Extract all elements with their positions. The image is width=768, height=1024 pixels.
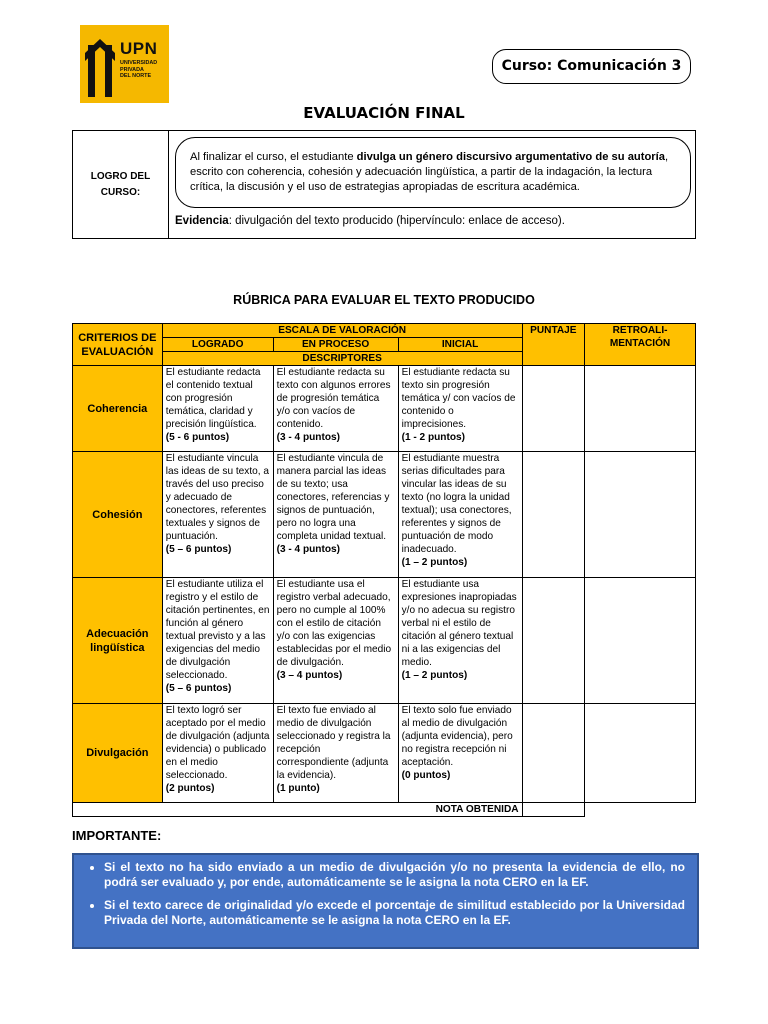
rubric-title: RÚBRICA PARA EVALUAR EL TEXTO PRODUCIDO: [233, 293, 535, 307]
note-item: • Si el texto carece de originalidad y/o excede el porcentaje de similitud establecido por la Universidad Privada del Norte, automáticamente se le asigna la nota CERO en la EF.: [104, 898, 685, 928]
important-notes-box: [72, 853, 699, 949]
descriptors-header: DESCRIPTORES: [162, 352, 522, 366]
total-feedback-cell: [585, 803, 696, 817]
rubric-row-adequacy: [73, 578, 696, 704]
score-header: PUNTAJE: [522, 324, 585, 366]
upn-logo: [80, 25, 169, 103]
feedback-cell[interactable]: [585, 366, 696, 452]
evidence-line: Evidencia: divulgación del texto producido (hipervínculo: enlace de acceso).: [175, 215, 565, 227]
logo-subtitle: UNIVERSIDAD PRIVADA DEL NORTE: [120, 60, 158, 80]
total-label: NOTA OBTENIDA: [73, 803, 523, 817]
score-cell[interactable]: [522, 704, 585, 803]
feedback-cell[interactable]: [585, 452, 696, 578]
feedback-cell[interactable]: [585, 704, 696, 803]
descriptor-cell: El estudiante muestra serias dificultades para vincular las ideas de su texto (no logra la unidad textual); usa conectores, referentes y signos de puntuación de modo inadecuado. (1 – 2 puntos): [398, 452, 522, 578]
course-achievement-box: [72, 130, 696, 239]
total-score-cell[interactable]: [522, 803, 585, 817]
level-achieved: LOGRADO: [162, 338, 273, 352]
criterion-label: Coherencia: [73, 366, 163, 452]
rubric-row-cohesion: [73, 452, 696, 578]
score-cell[interactable]: [522, 366, 585, 452]
scale-header: ESCALA DE VALORACIÓN: [162, 324, 522, 338]
logo-brand-text: UPN: [120, 39, 158, 58]
achievement-statement: Al finalizar el curso, el estudiante divulga un género discursivo argumentativo de su autoría, escrito con coherencia, cohesión y adecuación lingüística, a partir de la indagación, la lectura crítica, la discusión y el uso de estrategias apropiadas de escritura académica.: [175, 137, 691, 208]
score-cell[interactable]: [522, 578, 585, 704]
course-label: Curso: Comunicación 3: [492, 49, 691, 84]
descriptor-cell: El texto solo fue enviado al medio de divulgación (adjunta evidencia), pero no registra recepción ni aceptación. (0 puntos): [398, 704, 522, 803]
descriptor-cell: El estudiante usa expresiones inapropiadas y/o no adecua su registro verbal ni el estilo de citación al género textual ni a las exigencias del medio. (1 – 2 puntos): [398, 578, 522, 704]
achievement-label: LOGRO DEL CURSO:: [73, 131, 169, 238]
rubric-row-dissemination: [73, 704, 696, 803]
descriptor-cell: El estudiante redacta su texto con algunos errores de progresión temática y/o con vacíos de contenido. (3 - 4 puntos): [273, 366, 398, 452]
total-row: [73, 803, 696, 817]
descriptor-cell: El estudiante utiliza el registro y el estilo de citación pertinentes, en función al género textual previsto y a las exigencias del medio de divulgación seleccionado. (5 – 6 puntos): [162, 578, 273, 704]
criterion-label: Divulgación: [73, 704, 163, 803]
important-heading: IMPORTANTE:: [72, 828, 162, 843]
descriptor-cell: El estudiante usa el registro verbal adecuado, pero no cumple al 100% con el estilo de citación y/o con las exigencias establecidas por el medio de divulgación. (3 – 4 puntos): [273, 578, 398, 704]
criterion-label: Cohesión: [73, 452, 163, 578]
rubric-table: [72, 323, 696, 817]
rubric-row-coherence: [73, 366, 696, 452]
page-title: EVALUACIÓN FINAL: [303, 104, 465, 122]
feedback-header: RETROALI-MENTACIÓN: [585, 324, 696, 366]
upn-logo-mark-icon: [85, 39, 117, 97]
descriptor-cell: El texto fue enviado al medio de divulgación seleccionado y registra la recepción correspondiente (adjunta la evidencia). (1 punto): [273, 704, 398, 803]
note-item: • Si el texto no ha sido enviado a un medio de divulgación y/o no presenta la evidencia de ello, no podrá ser evaluado y, por ende, automáticamente se le asigna la nota CERO en la EF.: [104, 860, 685, 890]
descriptor-cell: El texto logró ser aceptado por el medio de divulgación (adjunta evidencia) o publicado en el medio seleccionado. (2 puntos): [162, 704, 273, 803]
descriptor-cell: El estudiante vincula de manera parcial las ideas de su texto; usa conectores, referencias y signos de puntuación, pero no logra una completa unidad textual. (3 - 4 puntos): [273, 452, 398, 578]
level-initial: INICIAL: [398, 338, 522, 352]
level-in-progress: EN PROCESO: [273, 338, 398, 352]
criteria-header: CRITERIOS DE EVALUACIÓN: [73, 324, 163, 366]
descriptor-cell: El estudiante redacta su texto sin progresión temática y/ con vacíos de contenido o imprecisiones. (1 - 2 puntos): [398, 366, 522, 452]
feedback-cell[interactable]: [585, 578, 696, 704]
score-cell[interactable]: [522, 452, 585, 578]
descriptor-cell: El estudiante vincula las ideas de su texto, a través del uso preciso y adecuado de conectores, referentes textuales y signos de puntuación. (5 – 6 puntos): [162, 452, 273, 578]
criterion-label: Adecuación lingüística: [73, 578, 163, 704]
descriptor-cell: El estudiante redacta el contenido textual con progresión temática, claridad y precisión lingüística. (5 - 6 puntos): [162, 366, 273, 452]
